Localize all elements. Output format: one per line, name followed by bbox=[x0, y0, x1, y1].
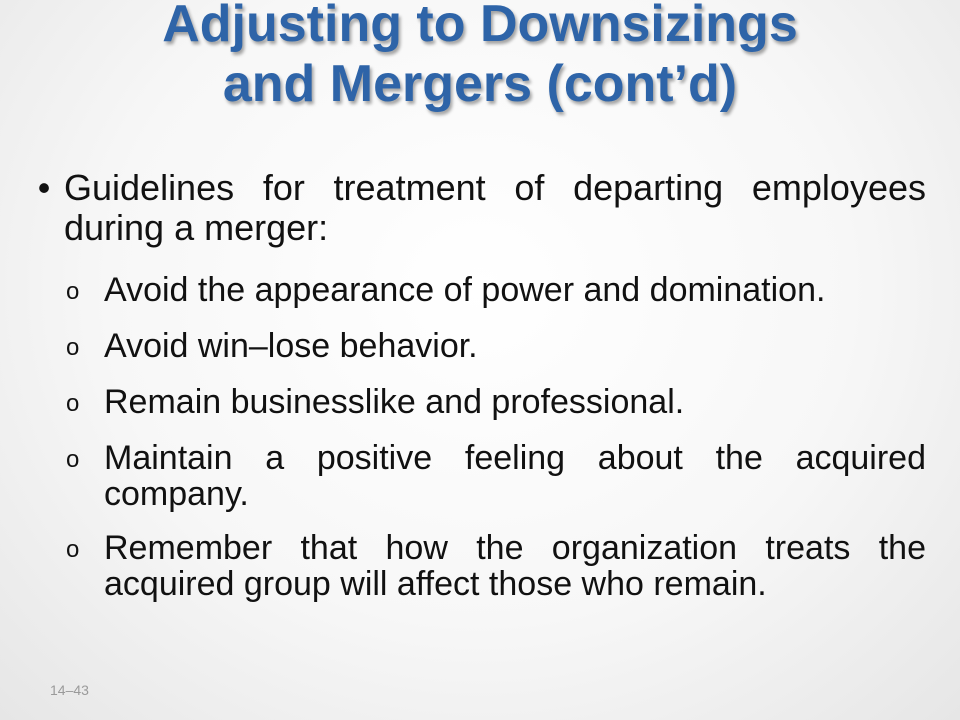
sub-bullet-item bbox=[66, 328, 926, 366]
sub-bullet-marker-icon: o bbox=[66, 334, 80, 361]
sub-bullet-marker-icon: o bbox=[66, 278, 80, 305]
sub-bullet-text: Avoid win–lose behavior. bbox=[104, 327, 478, 365]
bullet-dot-icon: • bbox=[37, 167, 51, 208]
sub-bullet-item bbox=[66, 530, 926, 602]
main-bullet-text: Guidelines for treatment of departing employees during a merger: bbox=[64, 167, 926, 248]
title-line-1: Adjusting to Downsizings bbox=[162, 0, 798, 53]
sub-bullet-marker-icon: o bbox=[66, 446, 80, 473]
sub-bullet-list bbox=[24, 272, 926, 602]
sub-bullet-item bbox=[66, 440, 926, 512]
slide-title bbox=[0, 0, 960, 114]
sub-bullet-marker-icon: o bbox=[66, 390, 80, 417]
sub-bullet-item bbox=[66, 272, 926, 310]
sub-bullet-text: Remember that how the organization treats the acquired group will affect those who remain. bbox=[104, 529, 926, 603]
sub-bullet-text: Avoid the appearance of power and domination. bbox=[104, 271, 826, 309]
sub-bullet-item bbox=[66, 384, 926, 422]
slide-body bbox=[24, 168, 926, 620]
title-line-2: and Mergers (cont’d) bbox=[222, 55, 738, 113]
sub-bullet-text: Remain businesslike and professional. bbox=[104, 383, 685, 421]
sub-bullet-marker-icon: o bbox=[66, 536, 80, 563]
page-number: 14–43 bbox=[50, 682, 89, 698]
sub-bullet-text: Maintain a positive feeling about the acquired company. bbox=[104, 439, 926, 513]
main-bullet bbox=[24, 168, 926, 248]
